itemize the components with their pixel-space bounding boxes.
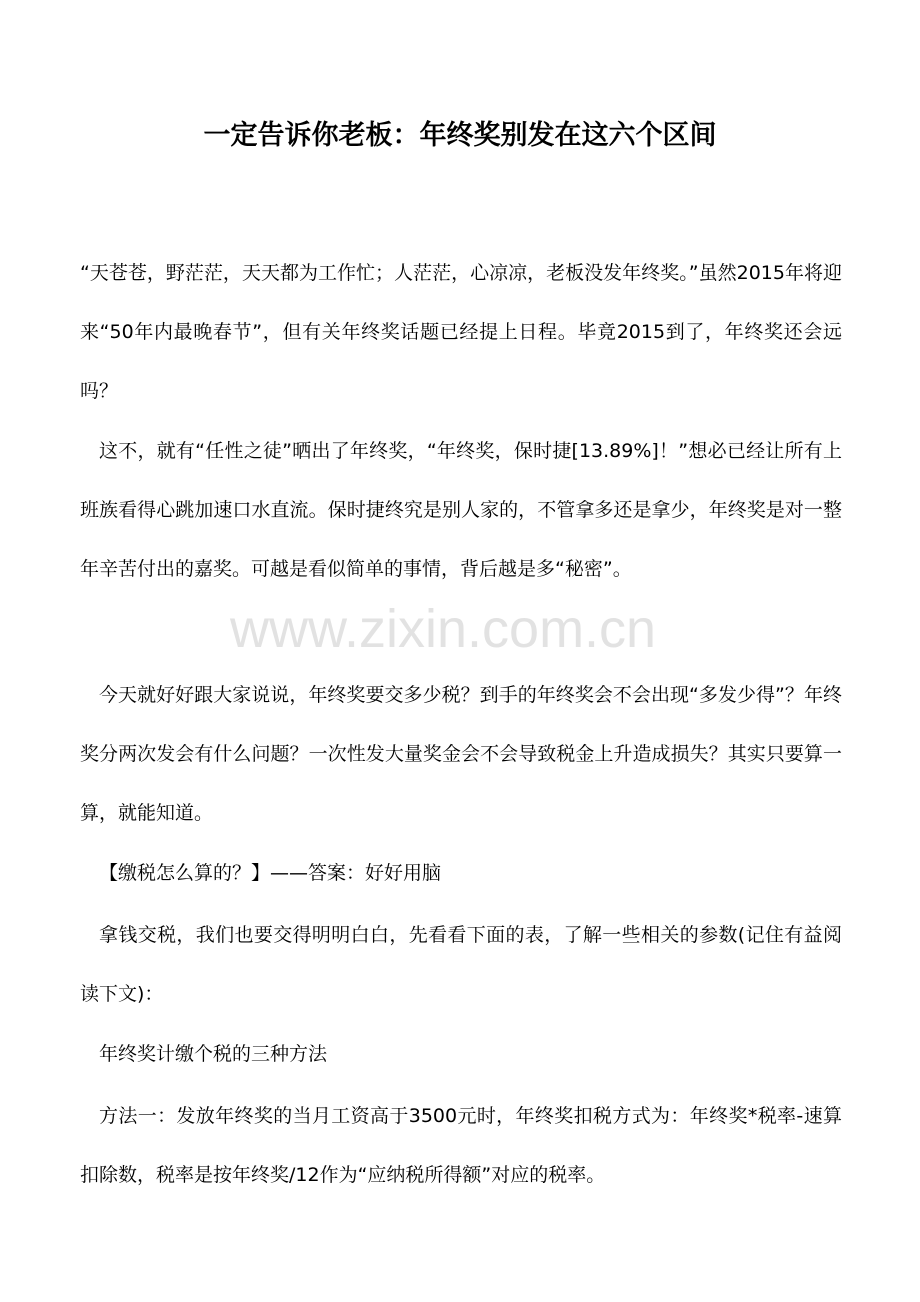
paragraph-intro: “天苍苍，野茫茫，天天都为工作忙；人茫茫，心凉凉，老板没发年终奖。”虽然2015年将迎来“50年内最晚春节”，但有关年终奖话题已经提上日程。毕竟2015到了，年终奖还会远吗？ (80, 262, 842, 402)
paragraph-today: 今天就好好跟大家说说，年终奖要交多少税？到手的年终奖会不会出现“多发少得”？年终奖分两次发会有什么问题？一次性发大量奖金会不会导致税金上升造成损失？其实只要算一算，就能知道。 (80, 684, 842, 824)
paragraph-porsche: 这不，就有“任性之徒”晒出了年终奖，“年终奖，保时捷[13.89%]！”想必已经让所有上班族看得心跳加速口水直流。保时捷终究是别人家的，不管拿多还是拿少，年终奖是对一整年辛苦付出的嘉奖。可越是看似简单的事情，背后越是多“秘密”。 (80, 440, 842, 580)
watermark: www.zixin.com.cn (230, 599, 657, 659)
paragraph-three-methods: 年终奖计缴个税的三种方法 (99, 1043, 328, 1065)
document-title: 一定告诉你老板：年终奖别发在这六个区间 (203, 120, 717, 151)
paragraph-table-intro: 拿钱交税，我们也要交得明明白白，先看看下面的表，了解一些相关的参数(记住有益阅读下文)： (80, 924, 842, 1005)
section-heading-tax-calc: 【缴税怎么算的？】——答案：好好用脑 (99, 862, 442, 884)
paragraph-method-one: 方法一：发放年终奖的当月工资高于3500元时，年终奖扣税方式为：年终奖*税率-速算扣除数，税率是按年终奖/12作为“应纳税所得额”对应的税率。 (80, 1105, 842, 1186)
